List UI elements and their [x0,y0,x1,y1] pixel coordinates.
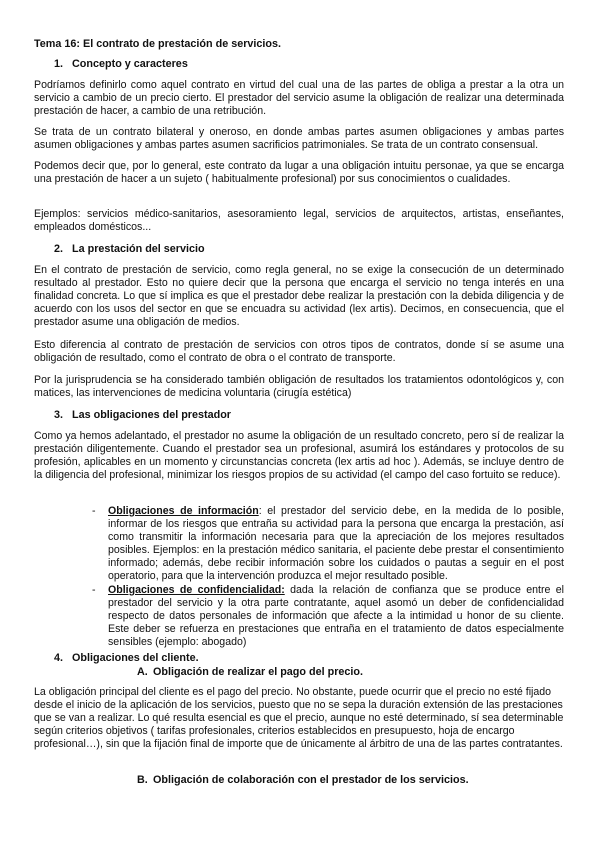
section-1-heading [54,58,188,71]
bullet-term: Obligaciones de información [108,505,259,517]
section-label: Obligaciones del cliente. [72,652,199,664]
paragraph: Esto diferencia al contrato de prestación de servicios con otros tipos de contratos, donde sí se asume una obligación de resultado, como el contrato de obra o el contrato de transporte. [34,339,564,364]
section-label: La prestación del servicio [72,243,205,255]
bullet-text [108,584,564,649]
paragraph: En el contrato de prestación de servicio, como regla general, no se exige la consecución de un determinado resultado al prestador. Esto no quiere decir que la persona que encarga el servicio no tenga interés en una finalidad concreta. Lo que sí implica es que el prestador debe realizar la prestación con la debida diligencia y de acuerdo con los usos del sector en que se encuadra su actividad (lex artis). Decimos, en consecuencia, que el prestador asume una obligación de medios. [34,264,564,328]
section-number: 2. [54,243,64,255]
bullet-text [108,505,564,583]
section-label: Las obligaciones del prestador [72,409,231,421]
section-2-heading [54,243,205,256]
bullet-dash: - [92,584,96,596]
section-number: 4. [54,652,64,664]
section-4-heading [54,652,199,665]
paragraph: Por la jurisprudencia se ha considerado también obligación de resultados los tratamientos odontológicos y, con matices, las intervenciones de medicina voluntaria (cirugía estética) [34,374,564,399]
paragraph: Ejemplos: servicios médico-sanitarios, asesoramiento legal, servicios de arquitectos, artistas, enseñantes, empleados domésticos... [34,208,564,233]
subsection-label: Obligación de realizar el pago del precio. [153,666,363,678]
section-label: Concepto y caracteres [72,58,188,70]
subsection-b-heading [137,774,469,787]
bullet-term: Obligaciones de confidencialidad: [108,584,285,596]
paragraph: Como ya hemos adelantado, el prestador no asume la obligación de un resultado concreto, pero sí de realizar la prestación diligentemente. Cuando el prestador sea un profesional, asumirá los estándares y protocolos de su profesión, aplicables en un momento y circunstancias concreta (lex artis ad hoc ). Además, se incluye dentro de la diligencia del profesional, minimizar los riesgos propios de su actividad (el campo del caso fortuito se reduce). [34,430,564,481]
subsection-letter: B. [137,774,148,786]
bullet-dash: - [92,505,96,517]
paragraph: Podríamos definirlo como aquel contrato en virtud del cual una de las partes de obliga a prestar a la otra un servicio a cambio de un precio cierto. El prestador del servicio asume la obligación de realizar una determinada prestación de hacer, a cambio de una retribución. [34,79,564,117]
paragraph: La obligación principal del cliente es el pago del precio. No obstante, puede ocurrir que el precio no esté fijado desde el inicio de la aplicación de los servicios, puesto que no se sepa la duración extensión de las prestaciones que se van a realizar. Lo qué resulta esencial es que el precio, aunque no esté determinado, sí sea determinable según criterios objetivos ( tarifas profesionales, criterios establecidos en presupuesto, hoja de encargo profesional…), sin que la fijación final de importe que de únicamente al árbitro de una de las partes contratantes. [34,686,564,750]
document-title: Tema 16: El contrato de prestación de servicios. [34,38,282,50]
paragraph: Se trata de un contrato bilateral y oneroso, en donde ambas partes asumen obligaciones y ambas partes asumen obligaciones y ambas partes asumen sacrificios patrimoniales. Se trata de un contrato consensual. [34,126,564,151]
paragraph: Podemos decir que, por lo general, este contrato da lugar a una obligación intuitu personae, ya que se encarga una prestación de hacer a un sujeto ( habitualmente profesional) por sus conocimientos o cualidades. [34,160,564,185]
subsection-label: Obligación de colaboración con el prestador de los servicios. [153,774,469,786]
bullet-body: : el prestador del servicio debe, en la medida de lo posible, informar de los riesgos que entraña su actividad para la persona que encarga la prestación, así como transmitir la información necesaria para que la apreciación de los mejores resultados posibles. Ejemplos: en la prestación médico sanitaria, el paciente debe prestar el consentimiento informado; además, debe recibir información sobre los cuidados o pautas a seguir en el post operatorio, para que la intervención produzca el mejor resultado posible. [108,505,564,582]
subsection-a-heading [137,666,363,679]
section-number: 1. [54,58,64,70]
section-number: 3. [54,409,64,421]
subsection-letter: A. [137,666,148,678]
bullet-body: dada la relación de confianza que se produce entre el prestador del servicio y la otra parte contratante, aquel asomó un deber de confidencialidad respecto de datos personales de información que afecte a la intimidad u honor de su cliente. Este deber se refuerza en prestaciones que entraña en el tratamiento de datos especialmente sensibles (ejemplo: abogado) [108,584,564,648]
section-3-heading [54,409,231,422]
